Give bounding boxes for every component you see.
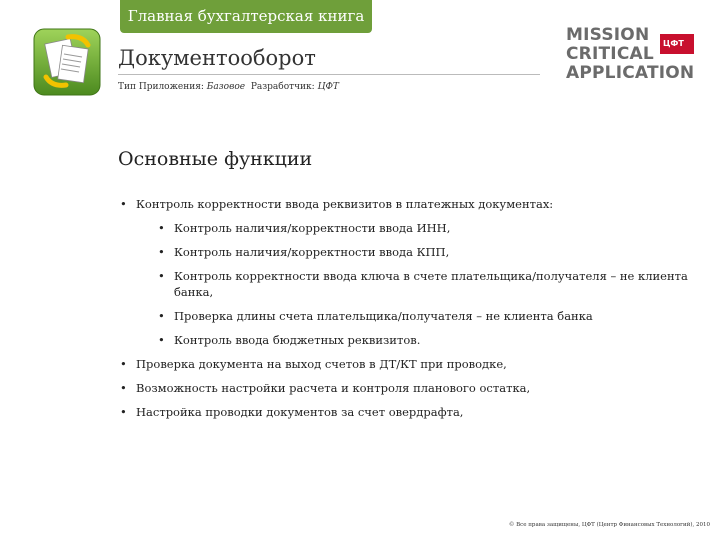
document-workflow-icon [32, 27, 102, 97]
logo-line-2: CRITICAL [566, 44, 654, 64]
title-divider [118, 74, 540, 75]
feature-list [118, 196, 698, 428]
header-tab: Главная бухгалтерская книга [120, 0, 372, 33]
list-item: • Настройка проводки документов за счет овердрафта, [118, 404, 698, 420]
list-item: • Возможность настройки расчета и контроля планового остатка, [118, 380, 698, 396]
meta-dev-value: ЦФТ [317, 82, 339, 92]
list-item: • Контроль наличия/корректности ввода ИНН, [156, 220, 698, 236]
app-title: Документооборот [118, 46, 316, 70]
logo-line-3: APPLICATION [566, 63, 695, 83]
app-meta [118, 82, 339, 92]
meta-type-label: Тип Приложения: [118, 82, 204, 92]
cft-badge: ЦФТ [660, 34, 694, 54]
list-item: • Контроль корректности ввода реквизитов в платежных документах: • Контроль наличия/корректности ввода ИНН, • Контроль наличия/корректности ввода КПП, • Контроль корректности ввода ключа в счете плательщика/получателя – не клиента банка, • Проверка длины счета плательщика/получателя – не клиента банка • Контроль ввода бюджетных реквизитов. [118, 196, 698, 348]
meta-type-value: Базовое [206, 82, 246, 92]
sub-list [136, 220, 698, 348]
logo-line-1: MISSION [566, 25, 650, 45]
list-item: • Контроль наличия/корректности ввода КПП, [156, 244, 698, 260]
list-item: • Проверка длины счета плательщика/получателя – не клиента банка [156, 308, 698, 324]
list-item: • Контроль корректности ввода ключа в счете плательщика/получателя – не клиента банка, [156, 268, 698, 300]
meta-dev-label: Разработчик: [250, 82, 315, 92]
list-item: • Контроль ввода бюджетных реквизитов. [156, 332, 698, 348]
section-title: Основные функции [118, 148, 313, 170]
list-item: • Проверка документа на выход счетов в ДТ/КТ при проводке, [118, 356, 698, 372]
copyright-footer: © Все права защищены, ЦФТ (Центр Финансовых Технологий), 2010 [508, 522, 710, 528]
